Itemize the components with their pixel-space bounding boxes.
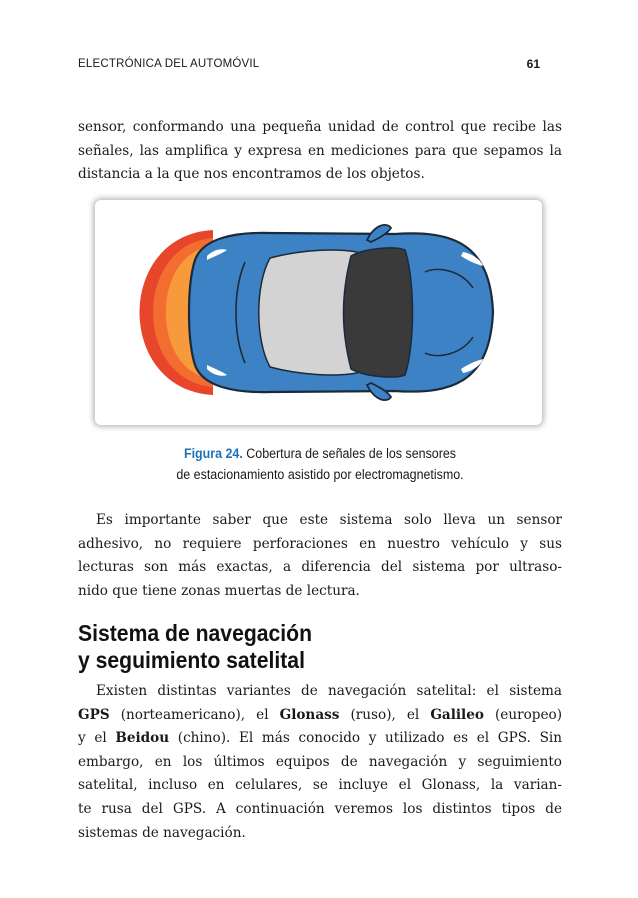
caption-line-1 (95, 443, 545, 464)
sensor-paragraph (78, 509, 562, 603)
text-line: Es importante saber que este sistema solo lleva un sensor (96, 512, 562, 528)
text-line: te rusa del GPS. A continuación veremos los distintos tipos de (78, 800, 562, 817)
text-line: embargo, en los últimos equipos de navegación y seguimiento (78, 753, 562, 770)
text-span: (ruso), el (339, 706, 431, 723)
text-line: sensor, conformando una pequeña unidad de control que recibe las (78, 119, 562, 135)
section-title-line-2: y seguimiento satelital (78, 647, 305, 673)
term-galileo: Galileo (430, 706, 484, 723)
text-span: y el (78, 730, 116, 747)
text-line: Existen distintas variantes de navegación satelital: el sistema (96, 683, 562, 699)
section-title (78, 620, 523, 674)
text-line (78, 704, 562, 728)
figure-caption (95, 443, 545, 485)
term-gps: GPS (78, 706, 110, 723)
navigation-paragraph (78, 680, 562, 845)
text-line: señales, las amplifica y expresa en mediciones para que sepamos la (78, 142, 562, 159)
term-beidou: Beidou (115, 730, 170, 747)
intro-paragraph (78, 116, 562, 187)
figure-label: Figura 24. (183, 446, 243, 461)
page-number: 61 (526, 57, 540, 71)
text-line: sistemas de navegación. (78, 824, 246, 841)
figure-24 (95, 200, 542, 425)
text-line (78, 727, 562, 751)
section-title-line-1: Sistema de navegación (78, 620, 313, 646)
text-line: satelital, incluso en celulares, se incluye el Glonass, la varian- (78, 777, 562, 794)
text-span: (norteamericano), el (109, 706, 280, 723)
term-glonass: Glonass (279, 706, 340, 723)
running-title: ELECTRÓNICA DEL AUTOMÓVIL (78, 58, 260, 70)
page-header (78, 58, 540, 74)
car-sensor-illustration (95, 200, 542, 425)
caption-line-2: de estacionamiento asistido por electromagnetismo. (176, 467, 464, 482)
text-line: nido que tiene zonas muertas de lectura. (78, 582, 360, 599)
text-line: distancia a la que nos encontramos de los objetos. (78, 166, 425, 183)
windshield (344, 248, 413, 377)
car-roof (259, 250, 357, 375)
caption-text: Cobertura de señales de los sensores (246, 446, 457, 461)
text-span: (chino). El más conocido y utilizado es el GPS. Sin (169, 730, 562, 747)
text-line: lecturas son más exactas, a diferencia del sistema por ultraso- (78, 559, 562, 576)
text-line: adhesivo, no requiere perforaciones en nuestro vehículo y sus (78, 535, 562, 552)
text-span: (europeo) (483, 706, 562, 723)
